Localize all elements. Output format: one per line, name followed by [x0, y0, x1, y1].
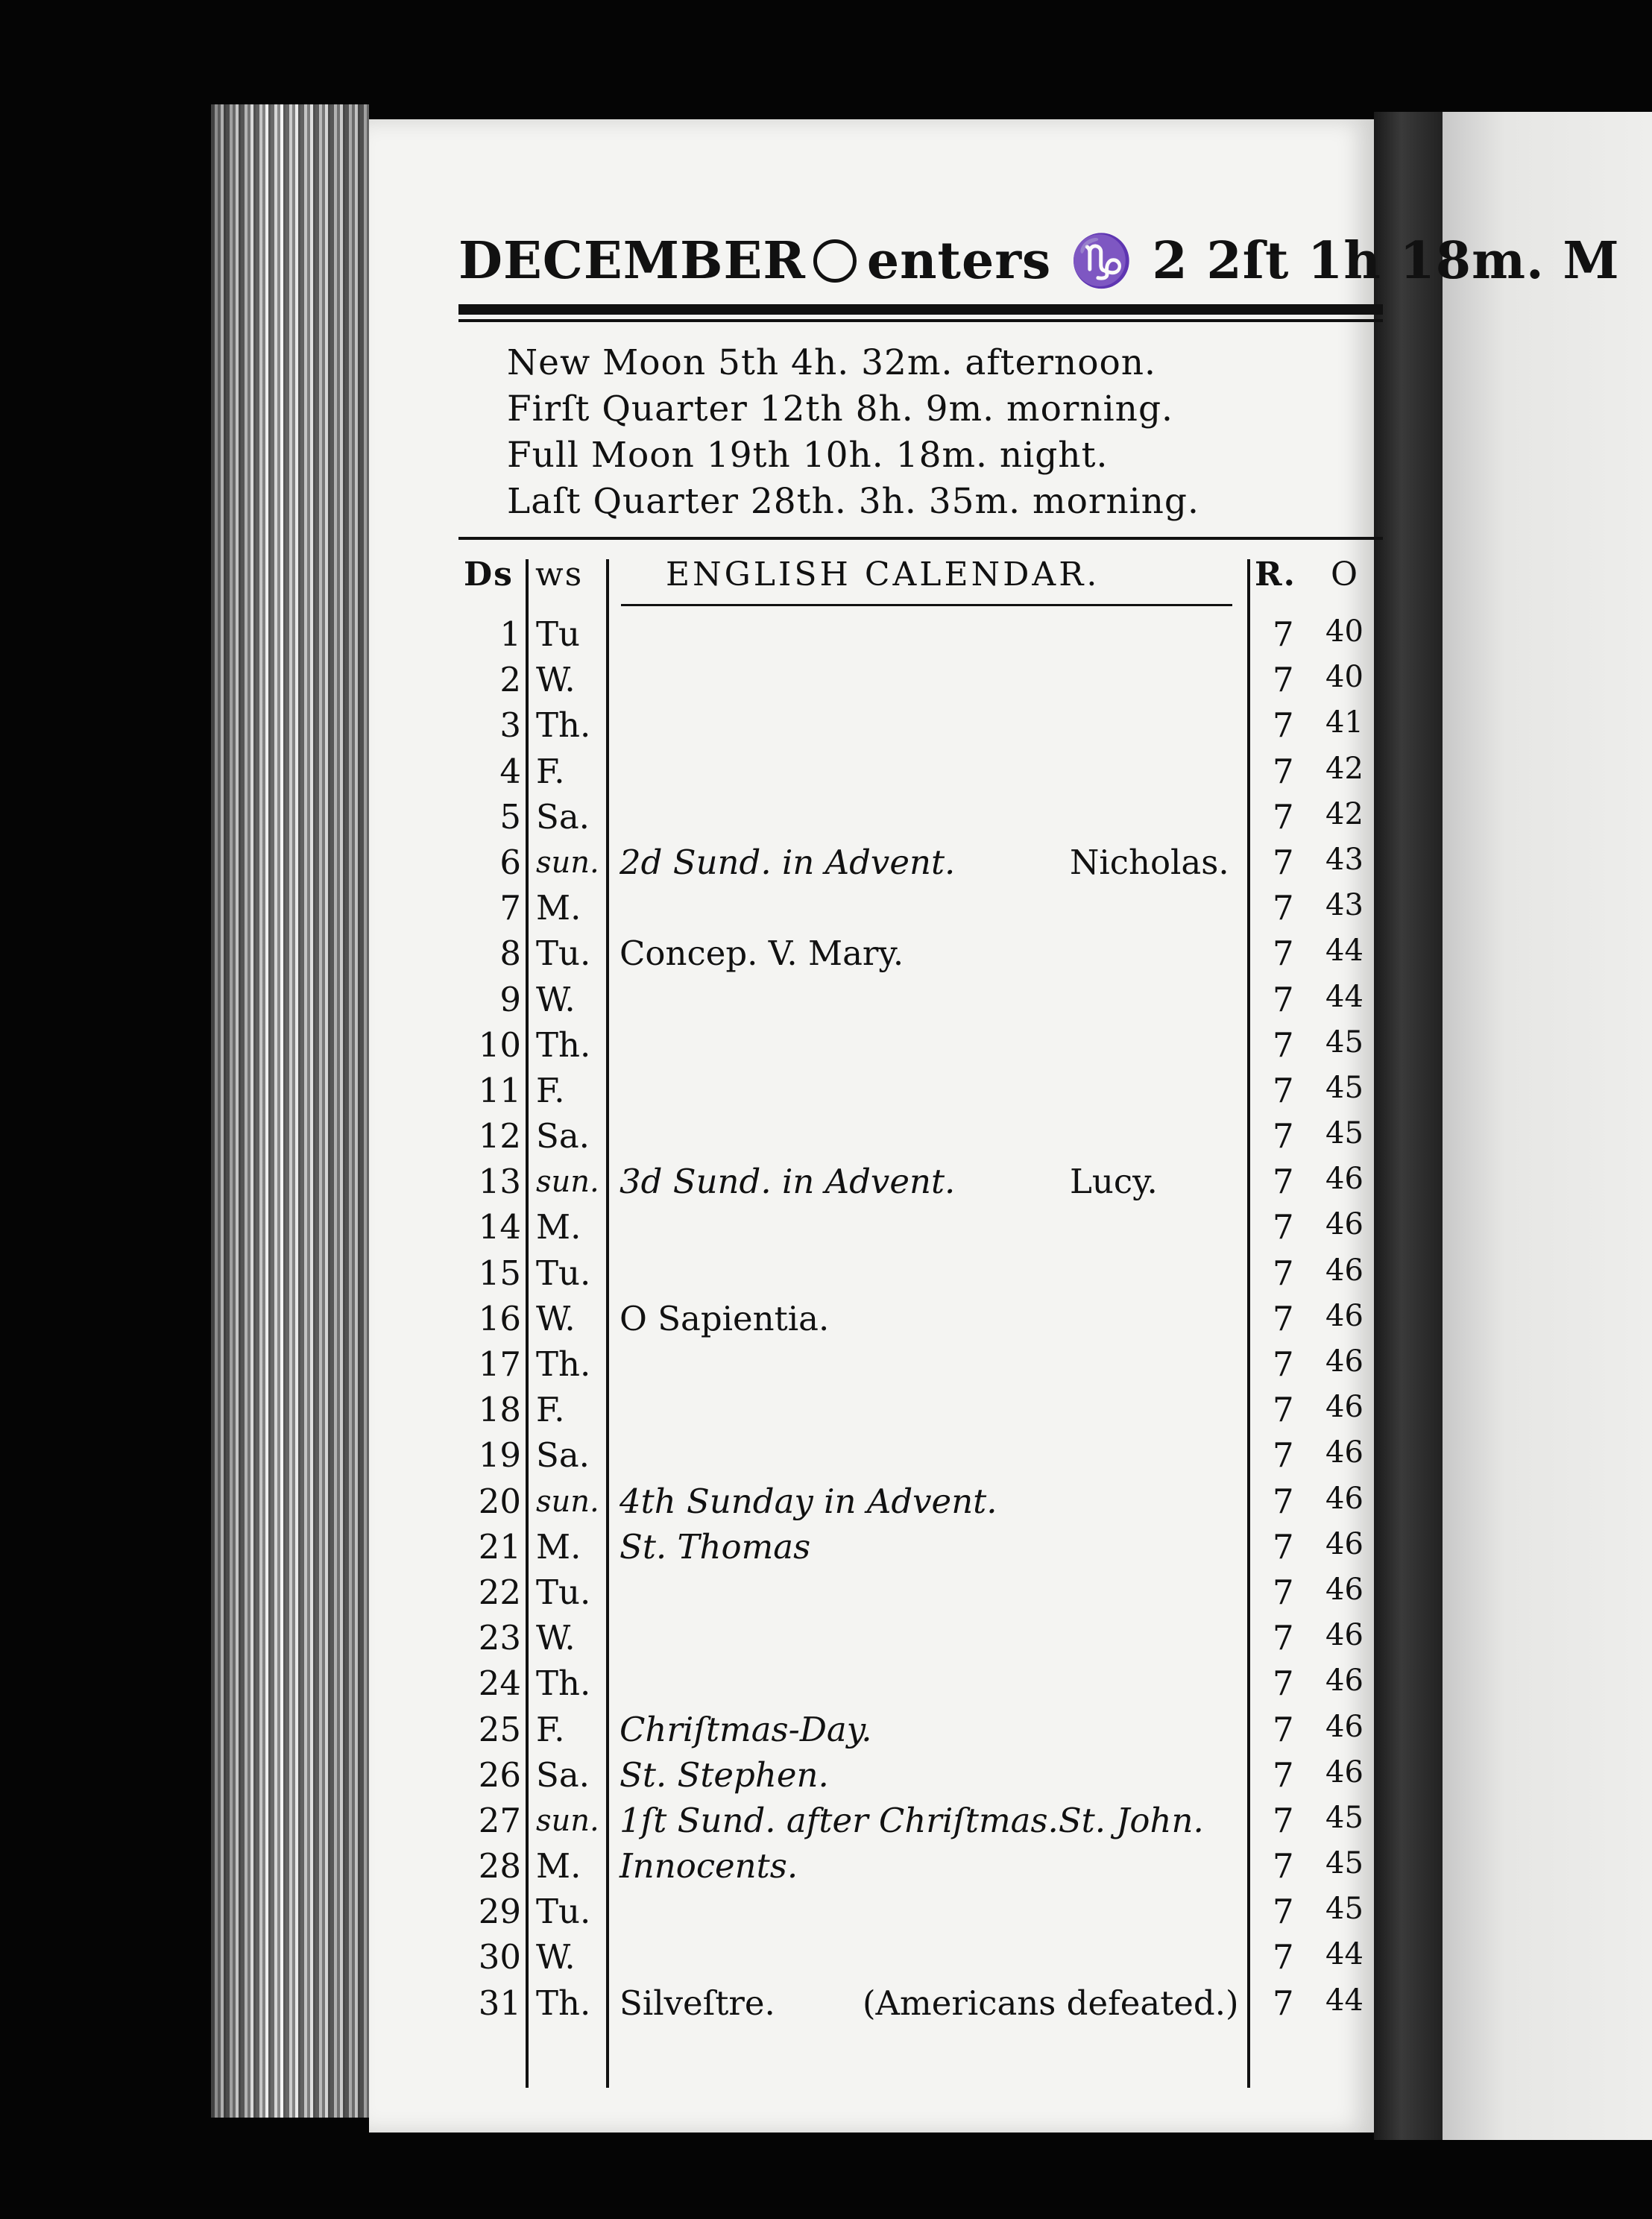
day-number: 12: [478, 1116, 521, 1156]
sunrise-hour: 7: [1273, 1892, 1294, 1932]
table-row: [369, 1204, 1374, 1250]
phase-full-moon: Full Moon 19th 10h. 18m. night.: [507, 435, 1109, 476]
table-row: [369, 977, 1374, 1022]
title-trail: M: [1563, 231, 1620, 291]
sunrise-hour: 7: [1273, 705, 1294, 746]
table-row: [369, 885, 1374, 931]
table-row: [369, 1113, 1374, 1159]
header-calendar: ENGLISH CALENDAR.: [666, 555, 1100, 594]
sunrise-minute: 46: [1325, 1253, 1363, 1288]
sunrise-minute: 43: [1325, 842, 1363, 877]
day-number: 30: [478, 1937, 521, 1977]
sunrise-minute: 45: [1325, 1846, 1363, 1881]
calendar-event: Innocents.: [620, 1846, 798, 1886]
day-number: 29: [478, 1892, 521, 1932]
title-month: DECEMBER: [458, 231, 806, 291]
calendar-event: 4th Sunday in Advent.: [620, 1481, 997, 1521]
sun-icon: [813, 239, 857, 283]
capricorn-icon: ♑: [1070, 232, 1134, 291]
weekday: F.: [536, 751, 565, 791]
day-number: 4: [499, 751, 521, 791]
sunrise-hour: 7: [1273, 1709, 1294, 1749]
sunrise-minute: 45: [1325, 1800, 1363, 1835]
weekday: M.: [536, 1526, 581, 1567]
sunrise-minute: 40: [1325, 660, 1363, 695]
sunrise-minute: 44: [1325, 979, 1363, 1014]
sunrise-hour: 7: [1273, 1435, 1294, 1476]
sunrise-hour: 7: [1273, 1664, 1294, 1704]
day-number: 11: [478, 1070, 521, 1110]
weekday: Th.: [536, 1664, 591, 1704]
table-row: [369, 1250, 1374, 1296]
day-number: 20: [478, 1481, 521, 1521]
table-row: [369, 1570, 1374, 1615]
sunrise-hour: 7: [1273, 1618, 1294, 1658]
table-row: [369, 1752, 1374, 1798]
table-row: [369, 657, 1374, 702]
sunrise-minute: 46: [1325, 1572, 1363, 1607]
book-gutter: [1374, 112, 1443, 2140]
sunrise-hour: 7: [1273, 1800, 1294, 1840]
day-number: 26: [478, 1754, 521, 1795]
calendar-rows: [369, 611, 1374, 2026]
header-weekdays: ws: [535, 555, 584, 594]
day-number: 24: [478, 1664, 521, 1704]
weekday: Th.: [536, 1344, 591, 1384]
day-number: 27: [478, 1800, 521, 1840]
sunrise-minute: 44: [1325, 1937, 1363, 1972]
sunrise-hour: 7: [1273, 1526, 1294, 1567]
table-row: [369, 611, 1374, 657]
sunrise-hour: 7: [1273, 1298, 1294, 1338]
table-row: [369, 1843, 1374, 1889]
weekday: Tu.: [536, 934, 591, 974]
sunrise-minute: 46: [1325, 1298, 1363, 1333]
sunrise-hour: 7: [1273, 888, 1294, 928]
calendar-event: Silveſtre.: [620, 1983, 775, 2023]
header-rule: [458, 537, 1383, 540]
title-rule-thick: [458, 304, 1383, 315]
sunrise-hour: 7: [1273, 1207, 1294, 1247]
table-row: [369, 1387, 1374, 1432]
day-number: 18: [478, 1390, 521, 1430]
weekday: M.: [536, 1846, 581, 1886]
sunrise-minute: 46: [1325, 1754, 1363, 1790]
sunrise-hour: 7: [1273, 751, 1294, 791]
sunrise-minute: 42: [1325, 751, 1363, 786]
day-number: 19: [478, 1435, 521, 1476]
weekday: Th.: [536, 705, 591, 746]
table-row: [369, 1661, 1374, 1706]
table-row: [369, 1980, 1374, 2026]
day-number: 2: [499, 660, 521, 700]
day-number: 9: [499, 979, 521, 1019]
weekday: Sa.: [536, 1116, 590, 1156]
weekday: Th.: [536, 1024, 591, 1065]
weekday: sun.: [536, 1484, 599, 1519]
weekday: Sa.: [536, 796, 590, 837]
phase-first-quarter: Firſt Quarter 12th 8h. 9m. morning.: [507, 388, 1173, 429]
weekday: Tu.: [536, 1892, 591, 1932]
day-number: 25: [478, 1709, 521, 1749]
table-row: [369, 1615, 1374, 1661]
page-title: [458, 231, 1620, 291]
header-days: Ds: [464, 555, 514, 594]
almanac-page: [369, 119, 1620, 2133]
day-number: 28: [478, 1846, 521, 1886]
day-number: 21: [478, 1526, 521, 1567]
calendar-event: St. Stephen.: [620, 1754, 829, 1795]
weekday: W.: [536, 1298, 576, 1338]
weekday: sun.: [536, 1165, 599, 1200]
sunrise-minute: 41: [1325, 705, 1363, 740]
weekday: Tu.: [536, 1572, 591, 1612]
sunrise-hour: 7: [1273, 1846, 1294, 1886]
phase-new-moon: New Moon 5th 4h. 32m. afternoon.: [507, 342, 1157, 383]
calendar-event: O Sapientia.: [620, 1298, 830, 1338]
weekday: M.: [536, 888, 581, 928]
weekday: sun.: [536, 1803, 599, 1838]
weekday: Sa.: [536, 1754, 590, 1795]
sunrise-minute: 45: [1325, 1116, 1363, 1151]
sunrise-hour: 7: [1273, 1116, 1294, 1156]
table-row: [369, 931, 1374, 976]
calendar-event: Concep. V. Mary.: [620, 934, 904, 974]
weekday: W.: [536, 1618, 576, 1658]
table-row: [369, 1707, 1374, 1752]
calendar-event: 3d Sund. in Advent.: [620, 1162, 956, 1202]
sunrise-hour: 7: [1273, 979, 1294, 1019]
table-row: [369, 749, 1374, 794]
table-row: [369, 840, 1374, 885]
weekday: Th.: [536, 1983, 591, 2023]
table-row: [369, 1022, 1374, 1068]
sunrise-hour: 7: [1273, 1390, 1294, 1430]
weekday: Sa.: [536, 1435, 590, 1476]
calendar-event-saint: Nicholas.: [1070, 842, 1229, 882]
weekday: W.: [536, 660, 576, 700]
sunrise-hour: 7: [1273, 1253, 1294, 1293]
day-number: 14: [478, 1207, 521, 1247]
weekday: F.: [536, 1390, 565, 1430]
title-detail: 2 2ſt 1h 18m.: [1152, 231, 1545, 291]
day-number: 16: [478, 1298, 521, 1338]
table-row: [369, 1889, 1374, 1934]
day-number: 5: [499, 796, 521, 837]
weekday: W.: [536, 979, 576, 1019]
table-row: [369, 1934, 1374, 1980]
calendar-event: Chriſtmas-Day.: [620, 1709, 872, 1749]
sunrise-minute: 45: [1325, 1024, 1363, 1060]
table-row: [369, 702, 1374, 748]
facing-page: [1443, 112, 1652, 2140]
calendar-event: St. Thomas: [620, 1526, 811, 1567]
table-row: [369, 1159, 1374, 1204]
sunrise-hour: 7: [1273, 842, 1294, 882]
sunrise-minute: 46: [1325, 1207, 1363, 1242]
table-row: [369, 794, 1374, 840]
weekday: Tu.: [536, 1253, 591, 1293]
sunrise-minute: 40: [1325, 614, 1363, 649]
sunrise-minute: 46: [1325, 1344, 1363, 1379]
sunrise-minute: 46: [1325, 1435, 1363, 1470]
sunrise-minute: 46: [1325, 1618, 1363, 1653]
day-number: 22: [478, 1572, 521, 1612]
table-row: [369, 1296, 1374, 1341]
day-number: 7: [499, 888, 521, 928]
sunrise-minute: 46: [1325, 1526, 1363, 1561]
table-row: [369, 1068, 1374, 1113]
table-row: [369, 1798, 1374, 1843]
sunrise-hour: 7: [1273, 1024, 1294, 1065]
day-number: 31: [478, 1983, 521, 2023]
sunrise-hour: 7: [1273, 1070, 1294, 1110]
sunrise-hour: 7: [1273, 934, 1294, 974]
day-number: 23: [478, 1618, 521, 1658]
day-number: 10: [478, 1024, 521, 1065]
sunrise-minute: 46: [1325, 1664, 1363, 1699]
sunrise-minute: 42: [1325, 796, 1363, 831]
sunrise-hour: 7: [1273, 1481, 1294, 1521]
weekday: F.: [536, 1709, 565, 1749]
title-rule-thin: [458, 319, 1383, 322]
table-row: [369, 1432, 1374, 1478]
moon-phases: [507, 340, 1327, 525]
header-rises: R.: [1255, 555, 1296, 594]
sunrise-minute: 45: [1325, 1892, 1363, 1927]
sunrise-minute: 45: [1325, 1070, 1363, 1105]
weekday: sun.: [536, 845, 599, 880]
calendar-event-saint: Lucy.: [1070, 1162, 1158, 1202]
day-number: 3: [499, 705, 521, 746]
sunrise-hour: 7: [1273, 1754, 1294, 1795]
day-number: 6: [499, 842, 521, 882]
calendar-event: 2d Sund. in Advent.: [620, 842, 956, 882]
sunrise-hour: 7: [1273, 1162, 1294, 1202]
table-row: [369, 1524, 1374, 1570]
calendar-event: 1ſt Sund. after Chriſtmas.St. John.: [620, 1800, 1204, 1840]
sunrise-minute: 44: [1325, 1983, 1363, 2018]
sunrise-hour: 7: [1273, 614, 1294, 654]
sunrise-minute: 46: [1325, 1709, 1363, 1744]
weekday: M.: [536, 1207, 581, 1247]
day-number: 1: [499, 614, 521, 654]
day-number: 17: [478, 1344, 521, 1384]
sunrise-minute: 46: [1325, 1162, 1363, 1197]
weekday: F.: [536, 1070, 565, 1110]
calendar-header-underline: [621, 604, 1232, 606]
weekday: W.: [536, 1937, 576, 1977]
day-number: 13: [478, 1162, 521, 1202]
sunrise-hour: 7: [1273, 796, 1294, 837]
sunrise-hour: 7: [1273, 1983, 1294, 2023]
day-number: 15: [478, 1253, 521, 1293]
sunrise-hour: 7: [1273, 1937, 1294, 1977]
sunrise-hour: 7: [1273, 1572, 1294, 1612]
title-enters: enters: [866, 231, 1052, 291]
header-sets: O: [1331, 555, 1360, 594]
sunrise-hour: 7: [1273, 660, 1294, 700]
sunrise-minute: 43: [1325, 888, 1363, 923]
sunrise-minute: 46: [1325, 1390, 1363, 1425]
sunrise-minute: 46: [1325, 1481, 1363, 1516]
table-row: [369, 1479, 1374, 1524]
phase-last-quarter: Laſt Quarter 28th. 3h. 35m. morning.: [507, 481, 1199, 522]
table-row: [369, 1341, 1374, 1387]
sunrise-hour: 7: [1273, 1344, 1294, 1384]
day-number: 8: [499, 934, 521, 974]
sunrise-minute: 44: [1325, 934, 1363, 969]
calendar-event-note: (Americans defeated.): [863, 1983, 1239, 2023]
weekday: Tu: [536, 614, 580, 654]
page-edges: [211, 104, 369, 2118]
